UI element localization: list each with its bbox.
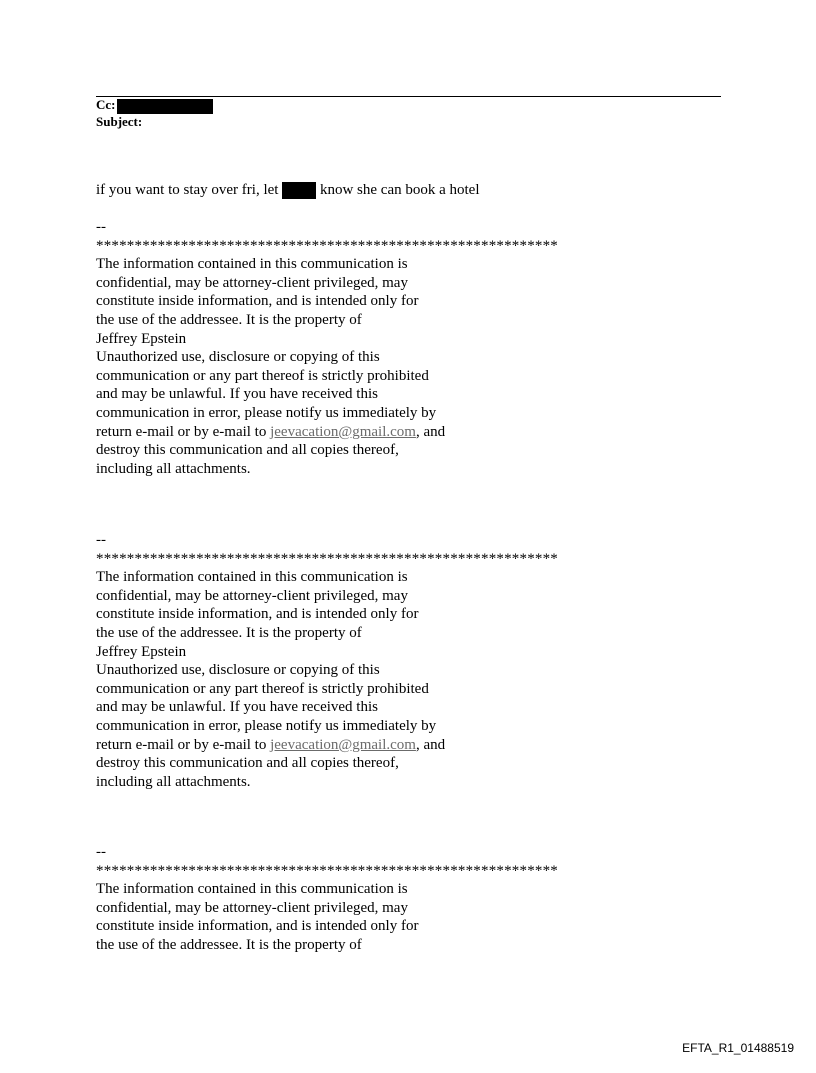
disclaimer-line [96, 423, 616, 442]
disclaimer-line: confidential, may be attorney-client privileged, may [96, 587, 408, 604]
disclaimer-line: communication in error, please notify us immediately by [96, 717, 437, 734]
disclaimer-line: constitute inside information, and is intended only for [96, 606, 419, 623]
disclaimer-line: the use of the addressee. It is the property of [96, 624, 362, 641]
redaction-block [117, 99, 213, 114]
message-body [96, 181, 480, 199]
signature-block [96, 843, 616, 955]
email-link[interactable]: jeevacation@gmail.com [270, 423, 416, 440]
disclaimer-line: The information contained in this communication is [96, 569, 408, 586]
signature-stars: ************************************************************ [96, 862, 558, 879]
signature-stars: ************************************************************ [96, 237, 558, 254]
disclaimer-line [96, 736, 616, 755]
disclaimer-line: destroy this communication and all copies thereof, [96, 755, 399, 772]
message-text-after: know she can book a hotel [319, 182, 480, 198]
return-prefix: return e-mail or by e-mail to [96, 736, 267, 753]
redaction-block [282, 182, 316, 199]
disclaimer-line: communication or any part thereof is strictly prohibited [96, 367, 429, 384]
disclaimer-line: The information contained in this communication is [96, 881, 408, 898]
disclaimer-line: and may be unlawful. If you have received this [96, 699, 378, 716]
return-suffix: , and [415, 423, 446, 440]
subject-label: Subject: [96, 114, 143, 129]
disclaimer-line: Unauthorized use, disclosure or copying of this [96, 662, 380, 679]
disclaimer-line: The information contained in this communication is [96, 256, 408, 273]
signature-dashes: -- [96, 532, 106, 548]
disclaimer-line: including all attachments. [96, 773, 251, 790]
disclaimer-line: and may be unlawful. If you have received this [96, 386, 378, 403]
disclaimer-line: the use of the addressee. It is the property of [96, 936, 362, 953]
disclaimer-line: communication or any part thereof is strictly prohibited [96, 680, 429, 697]
signature-dashes: -- [96, 219, 106, 235]
return-suffix: , and [415, 736, 446, 753]
disclaimer-line: the use of the addressee. It is the property of [96, 311, 362, 328]
disclaimer-line: confidential, may be attorney-client privileged, may [96, 899, 408, 916]
disclaimer-line: constitute inside information, and is intended only for [96, 918, 419, 935]
disclaimer-line: Jeffrey Epstein [96, 643, 187, 660]
signature-stars: ************************************************************ [96, 550, 558, 567]
signature-block [96, 531, 616, 791]
signature-block [96, 218, 616, 478]
subject-row [96, 114, 142, 130]
disclaimer-line: constitute inside information, and is intended only for [96, 293, 419, 310]
cc-row [96, 97, 213, 114]
disclaimer-line: Jeffrey Epstein [96, 330, 187, 347]
message-text-before: if you want to stay over fri, let [96, 182, 279, 198]
disclaimer-line: destroy this communication and all copies thereof, [96, 442, 399, 459]
disclaimer-line: including all attachments. [96, 460, 251, 477]
disclaimer-line: confidential, may be attorney-client privileged, may [96, 274, 408, 291]
document-id: EFTA_R1_01488519 [682, 1041, 794, 1055]
disclaimer-line: Unauthorized use, disclosure or copying of this [96, 349, 380, 366]
cc-label: Cc: [96, 97, 116, 112]
disclaimer-line: communication in error, please notify us immediately by [96, 404, 437, 421]
email-link[interactable]: jeevacation@gmail.com [270, 736, 416, 753]
return-prefix: return e-mail or by e-mail to [96, 423, 267, 440]
signature-dashes: -- [96, 844, 106, 860]
